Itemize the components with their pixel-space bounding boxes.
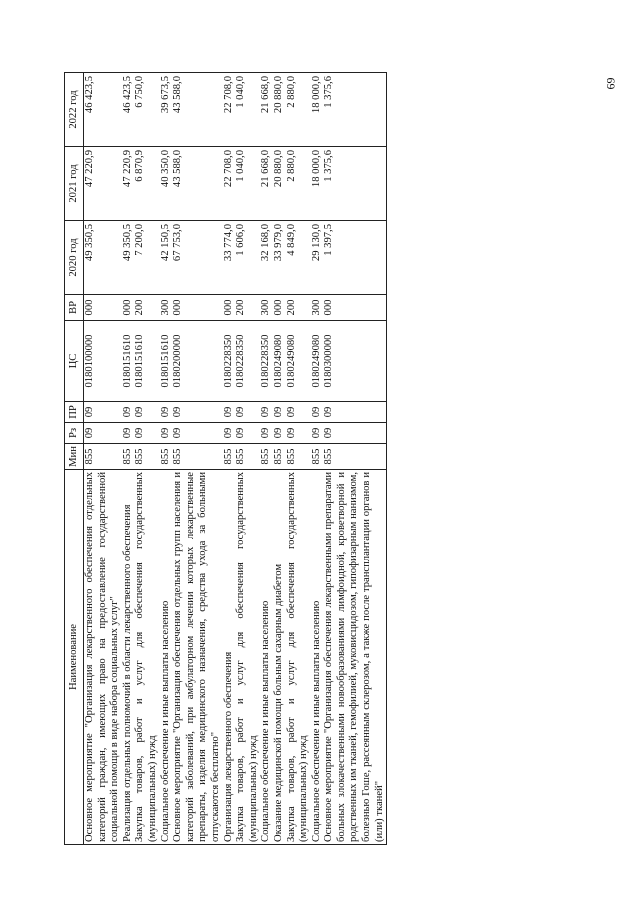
cell-name: Основное мероприятие "Организация лекарственного обеспечения отдельных категорий граждан, имеющих право на предоставление государственной социальной помощи в виде набора социальных услуг" bbox=[84, 470, 122, 845]
cell-value: 1 375,6 bbox=[323, 150, 335, 182]
header-name: Наименование bbox=[65, 470, 84, 845]
cell-value: 000 bbox=[84, 299, 95, 316]
cell-value: 29 130,0 bbox=[310, 224, 322, 262]
cell-value: 09 bbox=[159, 406, 171, 418]
cell-cs bbox=[84, 321, 122, 402]
cell-name: Организация лекарственного обеспечения bbox=[223, 470, 236, 845]
cell-value: 0180228350 bbox=[222, 334, 234, 388]
cell-value: 21 668,0 bbox=[260, 76, 272, 114]
cell-cs bbox=[286, 321, 311, 402]
cell-value: 855 bbox=[121, 448, 133, 465]
header-pr: ПР bbox=[65, 402, 84, 423]
cell-value: 09 bbox=[323, 406, 335, 418]
cell-y2021 bbox=[235, 147, 260, 221]
table-row bbox=[323, 73, 386, 845]
cell-name: Закупка товаров, работ и услуг для обеспечения государственных (муниципальных) нужд bbox=[235, 470, 260, 845]
cell-y2021 bbox=[223, 147, 236, 221]
cell-y2022 bbox=[311, 73, 324, 147]
cell-min bbox=[260, 444, 273, 470]
cell-value: 0180249080 bbox=[285, 334, 297, 388]
cell-y2020 bbox=[160, 221, 173, 295]
cell-rz bbox=[134, 423, 159, 444]
cell-value: 855 bbox=[222, 448, 234, 465]
cell-value: 855 bbox=[134, 448, 146, 465]
cell-y2021 bbox=[122, 147, 135, 221]
cell-value: 39 673,5 bbox=[159, 76, 171, 114]
cell-y2022 bbox=[223, 73, 236, 147]
cell-name: Оказание медицинской помощи больным сахарным диабетом bbox=[273, 470, 286, 845]
cell-value: 1 397,5 bbox=[323, 224, 335, 256]
cell-pr bbox=[134, 402, 159, 423]
header-vr: ВР bbox=[65, 295, 84, 321]
cell-rz bbox=[286, 423, 311, 444]
cell-value: 18 000,0 bbox=[310, 76, 322, 114]
cell-y2021 bbox=[260, 147, 273, 221]
cell-min bbox=[84, 444, 122, 470]
cell-value: 000 bbox=[222, 299, 234, 316]
cell-y2022 bbox=[260, 73, 273, 147]
cell-y2020 bbox=[286, 221, 311, 295]
cell-value: 000 bbox=[172, 299, 184, 316]
table-header-row bbox=[65, 73, 84, 845]
cell-y2021 bbox=[134, 147, 159, 221]
cell-value: 09 bbox=[222, 406, 234, 418]
cell-cs bbox=[260, 321, 273, 402]
table-row bbox=[134, 73, 159, 845]
cell-rz bbox=[172, 423, 222, 444]
cell-pr bbox=[223, 402, 236, 423]
cell-value: 09 bbox=[222, 427, 234, 439]
rotated-table-container bbox=[64, 75, 534, 845]
table-row bbox=[172, 73, 222, 845]
cell-value: 46 423,5 bbox=[84, 76, 95, 114]
cell-value: 6 750,0 bbox=[134, 76, 146, 108]
cell-rz bbox=[235, 423, 260, 444]
cell-name: Закупка товаров, работ и услуг для обеспечения государственных (муниципальных) нужд bbox=[134, 470, 159, 845]
cell-vr bbox=[323, 295, 386, 321]
cell-value: 000 bbox=[272, 299, 284, 316]
cell-y2020 bbox=[323, 221, 386, 295]
cell-value: 855 bbox=[285, 448, 297, 465]
cell-vr bbox=[223, 295, 236, 321]
cell-value: 1 040,0 bbox=[235, 76, 247, 108]
cell-y2022 bbox=[172, 73, 222, 147]
header-2021: 2021 год bbox=[65, 147, 84, 221]
cell-y2020 bbox=[122, 221, 135, 295]
table-row bbox=[122, 73, 135, 845]
cell-cs bbox=[235, 321, 260, 402]
cell-min bbox=[235, 444, 260, 470]
cell-value: 09 bbox=[172, 406, 184, 418]
table-row bbox=[273, 73, 286, 845]
cell-value: 200 bbox=[285, 299, 297, 316]
cell-pr bbox=[122, 402, 135, 423]
header-2022: 2022 год bbox=[65, 73, 84, 147]
cell-value: 09 bbox=[310, 406, 322, 418]
cell-value: 42 150,5 bbox=[159, 224, 171, 262]
table-row bbox=[260, 73, 273, 845]
cell-value: 09 bbox=[260, 427, 272, 439]
table-row bbox=[235, 73, 260, 845]
cell-rz bbox=[122, 423, 135, 444]
table-row bbox=[286, 73, 311, 845]
cell-min bbox=[323, 444, 386, 470]
cell-value: 47 220,9 bbox=[84, 150, 95, 188]
cell-y2020 bbox=[84, 221, 122, 295]
cell-value: 0180151610 bbox=[134, 334, 146, 388]
cell-value: 09 bbox=[172, 427, 184, 439]
table-row bbox=[84, 73, 122, 845]
cell-pr bbox=[323, 402, 386, 423]
cell-value: 09 bbox=[310, 427, 322, 439]
cell-value: 855 bbox=[272, 448, 284, 465]
cell-value: 1 375,6 bbox=[323, 76, 335, 108]
cell-y2021 bbox=[273, 147, 286, 221]
cell-value: 32 168,0 bbox=[260, 224, 272, 262]
cell-value: 09 bbox=[285, 427, 297, 439]
cell-rz bbox=[223, 423, 236, 444]
cell-value: 09 bbox=[260, 406, 272, 418]
cell-value: 855 bbox=[84, 448, 95, 465]
cell-value: 000 bbox=[121, 299, 133, 316]
cell-name: Социальное обеспечение и иные выплаты населению bbox=[160, 470, 173, 845]
cell-vr bbox=[311, 295, 324, 321]
cell-name: Основное мероприятие "Организация обеспечения лекарственными препаратами больных злокачественными новообразованиями лимфоидной, кроветворной и родственных им тканей, гемофилией, муковисцидозом, гипофизарным нанизмом, болезнью Гоше, рассеянным склерозом, а также после трансплантации органов и (или) тканей" bbox=[323, 470, 386, 845]
cell-value: 43 588,0 bbox=[172, 150, 184, 188]
cell-value: 18 000,0 bbox=[310, 150, 322, 188]
cell-pr bbox=[160, 402, 173, 423]
cell-value: 000 bbox=[323, 299, 335, 316]
cell-value: 855 bbox=[310, 448, 322, 465]
cell-name: Реализация отдельных полномочий в области лекарственного обеспечения bbox=[122, 470, 135, 845]
cell-min bbox=[311, 444, 324, 470]
cell-value: 0180300000 bbox=[323, 334, 335, 388]
cell-value: 300 bbox=[159, 299, 171, 316]
cell-value: 200 bbox=[235, 299, 247, 316]
cell-value: 22 708,0 bbox=[222, 76, 234, 114]
cell-value: 43 588,0 bbox=[172, 76, 184, 114]
cell-vr bbox=[134, 295, 159, 321]
header-min: Мин bbox=[65, 444, 84, 470]
cell-y2022 bbox=[84, 73, 122, 147]
cell-rz bbox=[323, 423, 386, 444]
cell-cs bbox=[223, 321, 236, 402]
cell-pr bbox=[172, 402, 222, 423]
cell-value: 09 bbox=[84, 427, 95, 439]
cell-value: 09 bbox=[121, 406, 133, 418]
cell-y2021 bbox=[84, 147, 122, 221]
cell-value: 855 bbox=[323, 448, 335, 465]
cell-y2022 bbox=[273, 73, 286, 147]
cell-value: 40 350,0 bbox=[159, 150, 171, 188]
cell-pr bbox=[311, 402, 324, 423]
cell-vr bbox=[286, 295, 311, 321]
cell-value: 0180151610 bbox=[159, 334, 171, 388]
cell-cs bbox=[172, 321, 222, 402]
cell-y2020 bbox=[172, 221, 222, 295]
cell-value: 855 bbox=[260, 448, 272, 465]
cell-value: 67 753,0 bbox=[172, 224, 184, 262]
cell-y2022 bbox=[286, 73, 311, 147]
cell-pr bbox=[235, 402, 260, 423]
header-2020: 2020 год bbox=[65, 221, 84, 295]
cell-rz bbox=[260, 423, 273, 444]
cell-y2021 bbox=[311, 147, 324, 221]
cell-value: 49 350,5 bbox=[84, 224, 95, 262]
cell-value: 300 bbox=[260, 299, 272, 316]
cell-value: 47 220,9 bbox=[121, 150, 133, 188]
cell-name: Социальное обеспечение и иные выплаты населению bbox=[260, 470, 273, 845]
cell-cs bbox=[134, 321, 159, 402]
cell-value: 0180228350 bbox=[235, 334, 247, 388]
cell-value: 1 606,0 bbox=[235, 224, 247, 256]
cell-y2020 bbox=[223, 221, 236, 295]
cell-value: 09 bbox=[272, 427, 284, 439]
table-row bbox=[223, 73, 236, 845]
cell-value: 855 bbox=[235, 448, 247, 465]
cell-value: 09 bbox=[272, 406, 284, 418]
cell-cs bbox=[323, 321, 386, 402]
cell-pr bbox=[273, 402, 286, 423]
cell-cs bbox=[273, 321, 286, 402]
cell-value: 2 880,0 bbox=[285, 150, 297, 182]
cell-value: 09 bbox=[134, 406, 146, 418]
cell-name: Социальное обеспечение и иные выплаты населению bbox=[311, 470, 324, 845]
cell-y2020 bbox=[235, 221, 260, 295]
cell-value: 21 668,0 bbox=[260, 150, 272, 188]
cell-value: 09 bbox=[323, 427, 335, 439]
cell-value: 855 bbox=[159, 448, 171, 465]
cell-vr bbox=[260, 295, 273, 321]
cell-y2021 bbox=[160, 147, 173, 221]
cell-y2022 bbox=[323, 73, 386, 147]
cell-value: 6 870,9 bbox=[134, 150, 146, 182]
header-rz: Рз bbox=[65, 423, 84, 444]
cell-value: 1 040,0 bbox=[235, 150, 247, 182]
cell-y2020 bbox=[311, 221, 324, 295]
cell-value: 855 bbox=[172, 448, 184, 465]
cell-value: 0180249080 bbox=[272, 334, 284, 388]
cell-name: Закупка товаров, работ и услуг для обеспечения государственных (муниципальных) нужд bbox=[286, 470, 311, 845]
cell-value: 33 979,0 bbox=[272, 224, 284, 262]
cell-value: 09 bbox=[134, 427, 146, 439]
cell-y2021 bbox=[286, 147, 311, 221]
cell-cs bbox=[311, 321, 324, 402]
cell-rz bbox=[84, 423, 122, 444]
cell-value: 09 bbox=[159, 427, 171, 439]
table-body bbox=[84, 73, 387, 845]
cell-value: 0180151610 bbox=[121, 334, 133, 388]
cell-vr bbox=[84, 295, 122, 321]
cell-value: 2 880,0 bbox=[285, 76, 297, 108]
cell-pr bbox=[260, 402, 273, 423]
cell-name: Основное мероприятие "Организация обеспечения отдельных групп населения и категорий заболеваний, при амбулаторном лечении которых лекарственные препараты, изделия медицинского назначения, средства ухода за больными отпускаются бесплатно" bbox=[172, 470, 222, 845]
cell-vr bbox=[122, 295, 135, 321]
cell-value: 22 708,0 bbox=[222, 150, 234, 188]
cell-pr bbox=[84, 402, 122, 423]
cell-min bbox=[160, 444, 173, 470]
cell-value: 49 350,5 bbox=[121, 224, 133, 262]
cell-value: 46 423,5 bbox=[121, 76, 133, 114]
cell-y2021 bbox=[323, 147, 386, 221]
cell-y2020 bbox=[134, 221, 159, 295]
cell-vr bbox=[235, 295, 260, 321]
page-number: 69 bbox=[603, 77, 618, 90]
cell-min bbox=[286, 444, 311, 470]
budget-table bbox=[64, 72, 387, 845]
cell-pr bbox=[286, 402, 311, 423]
cell-min bbox=[134, 444, 159, 470]
cell-value: 20 880,0 bbox=[272, 150, 284, 188]
cell-cs bbox=[160, 321, 173, 402]
cell-value: 0180200000 bbox=[172, 334, 184, 388]
cell-y2021 bbox=[172, 147, 222, 221]
cell-value: 4 849,0 bbox=[285, 224, 297, 256]
cell-vr bbox=[160, 295, 173, 321]
cell-y2022 bbox=[235, 73, 260, 147]
cell-rz bbox=[273, 423, 286, 444]
cell-min bbox=[122, 444, 135, 470]
cell-vr bbox=[273, 295, 286, 321]
cell-value: 7 200,0 bbox=[134, 224, 146, 256]
cell-value: 09 bbox=[84, 406, 95, 418]
table-row bbox=[160, 73, 173, 845]
cell-min bbox=[223, 444, 236, 470]
cell-rz bbox=[311, 423, 324, 444]
cell-min bbox=[273, 444, 286, 470]
header-cs: ЦС bbox=[65, 321, 84, 402]
cell-value: 09 bbox=[235, 427, 247, 439]
cell-value: 33 774,0 bbox=[222, 224, 234, 262]
cell-value: 09 bbox=[121, 427, 133, 439]
cell-y2022 bbox=[122, 73, 135, 147]
cell-value: 09 bbox=[285, 406, 297, 418]
cell-vr bbox=[172, 295, 222, 321]
cell-value: 300 bbox=[310, 299, 322, 316]
cell-rz bbox=[160, 423, 173, 444]
cell-y2022 bbox=[134, 73, 159, 147]
cell-y2022 bbox=[160, 73, 173, 147]
cell-value: 0180249080 bbox=[310, 334, 322, 388]
cell-y2020 bbox=[273, 221, 286, 295]
cell-cs bbox=[122, 321, 135, 402]
cell-value: 0180228350 bbox=[260, 334, 272, 388]
cell-value: 0180100000 bbox=[84, 334, 95, 388]
cell-y2020 bbox=[260, 221, 273, 295]
cell-value: 20 880,0 bbox=[272, 76, 284, 114]
table-row bbox=[311, 73, 324, 845]
cell-value: 200 bbox=[134, 299, 146, 316]
cell-min bbox=[172, 444, 222, 470]
cell-value: 09 bbox=[235, 406, 247, 418]
